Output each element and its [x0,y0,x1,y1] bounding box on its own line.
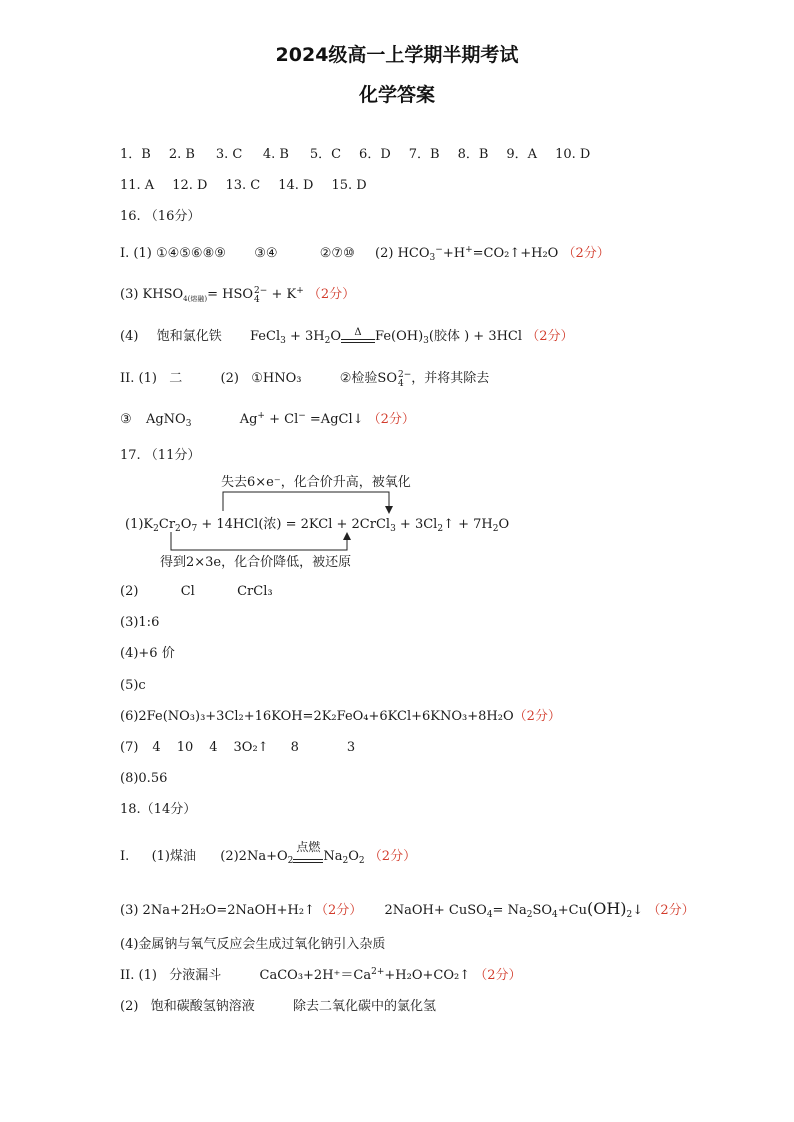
mcq-answer: 3. C [215,147,243,162]
mcq-answer: 4. B [262,147,289,162]
mcq-answer: 14. D [278,178,314,193]
mcq-answer: 5．C [309,147,342,162]
q16-i4-line: (4) 饱和氯化铁 FeCl$_3$ + $3H_2O$ Δ $Fe(OH)_3$(胶体 ) + 3HCl （2分） [120,326,574,346]
mcq-answer: 6．D [359,147,391,162]
q18-header: 18.（14分） [120,802,197,817]
q16-i2-score: （2分） [562,246,610,261]
q16-ii3-line: ③ AgNO$_3$ Ag+ + Cl− =AgCl↓ （2分） [120,411,415,429]
mcq-answer: 2. B [168,147,195,162]
q17-top-note: 失去6×e⁻，化合价升高，被氧化 [221,475,411,490]
mcq-answer: 9．A [506,147,538,162]
q17-a3: (3)1:6 [120,615,160,630]
page-subtitle: 化学答案 [358,84,435,106]
mcq-answer: 15. D [331,178,367,193]
q17-a4: (4)+6 价 [120,646,175,661]
mcq-answer: 8．B [457,147,489,162]
q18-ii2-line: (2) 饱和碳酸氢钠溶液 除去二氧化碳中的氯化氢 [120,999,437,1014]
q16-i2-label: (2) [375,246,394,261]
q18-ii1-line: II. (1) 分液漏斗 $CaCO_3+2H^+=Ca^{2+}+H_2O+CO_2↑$ （2分） [120,967,522,983]
coefficient: 8 [290,740,299,755]
q16-i4-score: （2分） [526,329,574,344]
q16-i4-equation: FeCl$_3$ + $3H_2O$ Δ $Fe(OH)_3$(胶体 ) + 3HCl [250,326,523,346]
mcq-answer: 10. D [555,147,591,162]
q17-header: 17. （11分） [120,448,201,463]
q16-ii3-equation: Ag+ + Cl− =AgCl↓ [239,411,364,427]
q16-header: 16. （16分） [120,209,201,224]
q16-i1-b: ③④ [254,246,278,261]
coefficient: 10 [176,740,194,755]
mcq-answer: 12. D [172,178,208,193]
q18-i4: (4)金属钠与氧气反应会生成过氧化钠引入杂质 [120,937,386,952]
page-title: 2024级高一上学期半期考试 [275,44,519,66]
q17-bottom-note: 得到2×3e，化合价降低，被还原 [160,555,352,570]
q17-a7: (7) 4 10 4 3O₂↑ 8 3 [120,740,356,755]
q17-equation: $(1)K_2Cr_2O_7 + 14HCl$(浓) = 2KCl + 2CrCl$_3$ + $3Cl_2↑ + 7H_2O$ [125,517,510,534]
mcq-answer: 7．B [408,147,440,162]
q16-i2-eq: $HCO_3^-+H^+=CO_2↑+H_2O$ [397,245,559,263]
mcq-answer: 1．B [120,147,151,162]
coefficient: 3O₂↑ [233,740,269,755]
q18-i-line: I. (1)煤油 $(2)2Na+O_2$ 点燃 $Na_2O_2$ （2分） [120,839,417,866]
q18-i3-line: (3) 2Na+2H₂O=2NaOH+H₂↑（2分） 2NaOH+ CuSO$_4$= $Na_2SO_4+Cu(OH)_2↓$ （2分） [120,899,695,920]
q17-a6: (6)2Fe(NO₃)₃+3Cl₂+16KOH=2K₂FeO₄+6KCl+6KNO₃+8H₂O（2分） [120,709,561,724]
coefficient: 4 [152,740,161,755]
q16-i3-score: （2分） [307,287,356,302]
coefficient: 3 [346,740,356,755]
mcq-answer: 13. C [225,178,261,193]
coefficient: 4 [209,740,218,755]
q16-ii-line: II. (1) 二 (2) ①HNO₃ ②检验SO 2− 4 ，并将其除去 [120,370,490,389]
mcq-answer: 11. A [120,178,155,193]
q17-a5: (5)c [120,678,146,693]
q16-i1-c: ②⑦⑩ [319,246,355,261]
q16-i4-name: 饱和氯化铁 [156,329,222,344]
q16-i1-label: I. (1) [120,246,152,261]
q17-a2: (2) Cl CrCl₃ [120,584,273,599]
q16-i1-a: ①④⑤⑥⑧⑨ [155,246,226,261]
q17-a8: (8)0.56 [120,771,168,786]
q16-i3-line: (3) $KHSO_{4(熔融)}=$ HSO 2− 4 + K+ （2分） [120,286,356,305]
q16-ii3-score: （2分） [367,412,415,427]
